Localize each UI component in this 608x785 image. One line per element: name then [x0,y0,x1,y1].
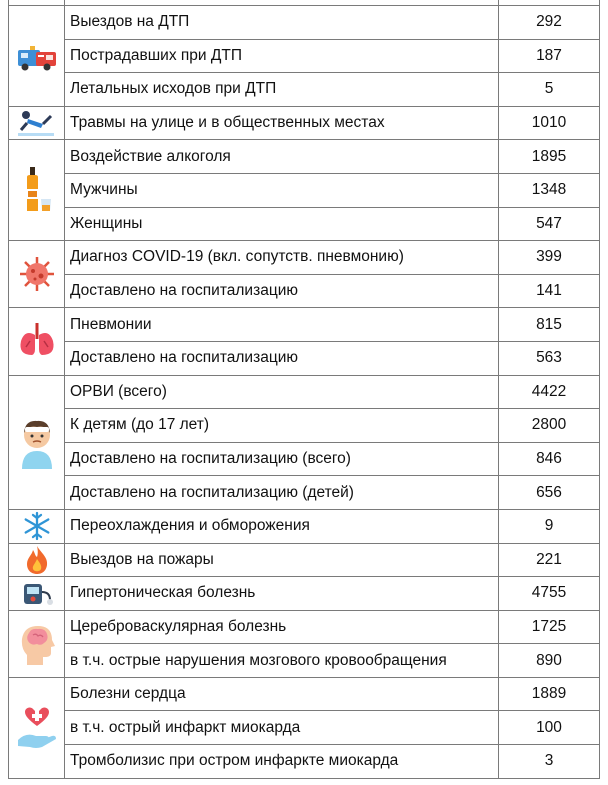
table-row [9,442,600,476]
flame-icon [9,543,65,577]
row-value: 547 [499,207,600,241]
table-row [9,375,600,409]
row-label: Пневмонии [65,308,499,342]
row-value: 3 [499,745,600,779]
row-label: Мужчины [65,173,499,207]
row-value: 187 [499,39,600,73]
table-row [9,577,600,611]
heart-hand-icon [9,677,65,778]
row-value: 399 [499,241,600,275]
row-label: Травмы на улице и в общественных местах [65,106,499,140]
row-value: 1725 [499,610,600,644]
table-row [9,409,600,443]
row-value: 1348 [499,173,600,207]
row-value: 141 [499,274,600,308]
table-row [9,173,600,207]
row-value: 1895 [499,140,600,174]
alcohol-bottle-glass-icon [9,140,65,241]
row-label: Тромболизис при остром инфаркте миокарда [65,745,499,779]
row-label: в т.ч. острый инфаркт миокарда [65,711,499,745]
table-row [9,341,600,375]
statistics-table [8,0,600,779]
row-value: 100 [499,711,600,745]
row-value: 1889 [499,677,600,711]
table-row [9,241,600,275]
table-row [9,308,600,342]
row-label: Доставлено на госпитализацию (детей) [65,476,499,510]
table-row [9,543,600,577]
blood-pressure-monitor-icon [9,577,65,611]
row-value: 1010 [499,106,600,140]
table-row [9,476,600,510]
table-row [9,745,600,779]
row-label: Переохлаждения и обморожения [65,509,499,543]
sick-child-icon [9,375,65,509]
table-row [9,644,600,678]
row-value: 292 [499,6,600,40]
row-label: Доставлено на госпитализацию (всего) [65,442,499,476]
slip-fall-injury-icon [9,106,65,140]
table-row [9,610,600,644]
row-label: Выездов на пожары [65,543,499,577]
row-label: Летальных исходов при ДТП [65,73,499,107]
row-value: 4755 [499,577,600,611]
snowflake-icon [9,509,65,543]
table-row [9,677,600,711]
row-label: Болезни сердца [65,677,499,711]
table-row [9,274,600,308]
row-value: 5 [499,73,600,107]
lungs-icon [9,308,65,375]
table-row [9,509,600,543]
table-row [9,106,600,140]
row-label: Диагноз COVID-19 (вкл. сопутств. пневмонию) [65,241,499,275]
table-row [9,6,600,40]
row-value: 846 [499,442,600,476]
row-value: 563 [499,341,600,375]
row-label: Женщины [65,207,499,241]
coronavirus-icon [9,241,65,308]
row-value: 890 [499,644,600,678]
row-label: Воздействие алкоголя [65,140,499,174]
row-label: Доставлено на госпитализацию [65,274,499,308]
head-brain-icon [9,610,65,677]
row-label: Цереброваскулярная болезнь [65,610,499,644]
row-value: 4422 [499,375,600,409]
table-row [9,140,600,174]
row-label: Пострадавших при ДТП [65,39,499,73]
row-label: Выездов на ДТП [65,6,499,40]
table-row [9,73,600,107]
row-label: Гипертоническая болезнь [65,577,499,611]
row-label: в т.ч. острые нарушения мозгового кровообращения [65,644,499,678]
row-value: 656 [499,476,600,510]
row-label: К детям (до 17 лет) [65,409,499,443]
row-value: 2800 [499,409,600,443]
row-label: ОРВИ (всего) [65,375,499,409]
row-label: Доставлено на госпитализацию [65,341,499,375]
table-row [9,207,600,241]
row-value: 9 [499,509,600,543]
table-row [9,39,600,73]
fire-truck-ambulance-icon [9,6,65,107]
row-value: 815 [499,308,600,342]
table-row [9,711,600,745]
row-value: 221 [499,543,600,577]
